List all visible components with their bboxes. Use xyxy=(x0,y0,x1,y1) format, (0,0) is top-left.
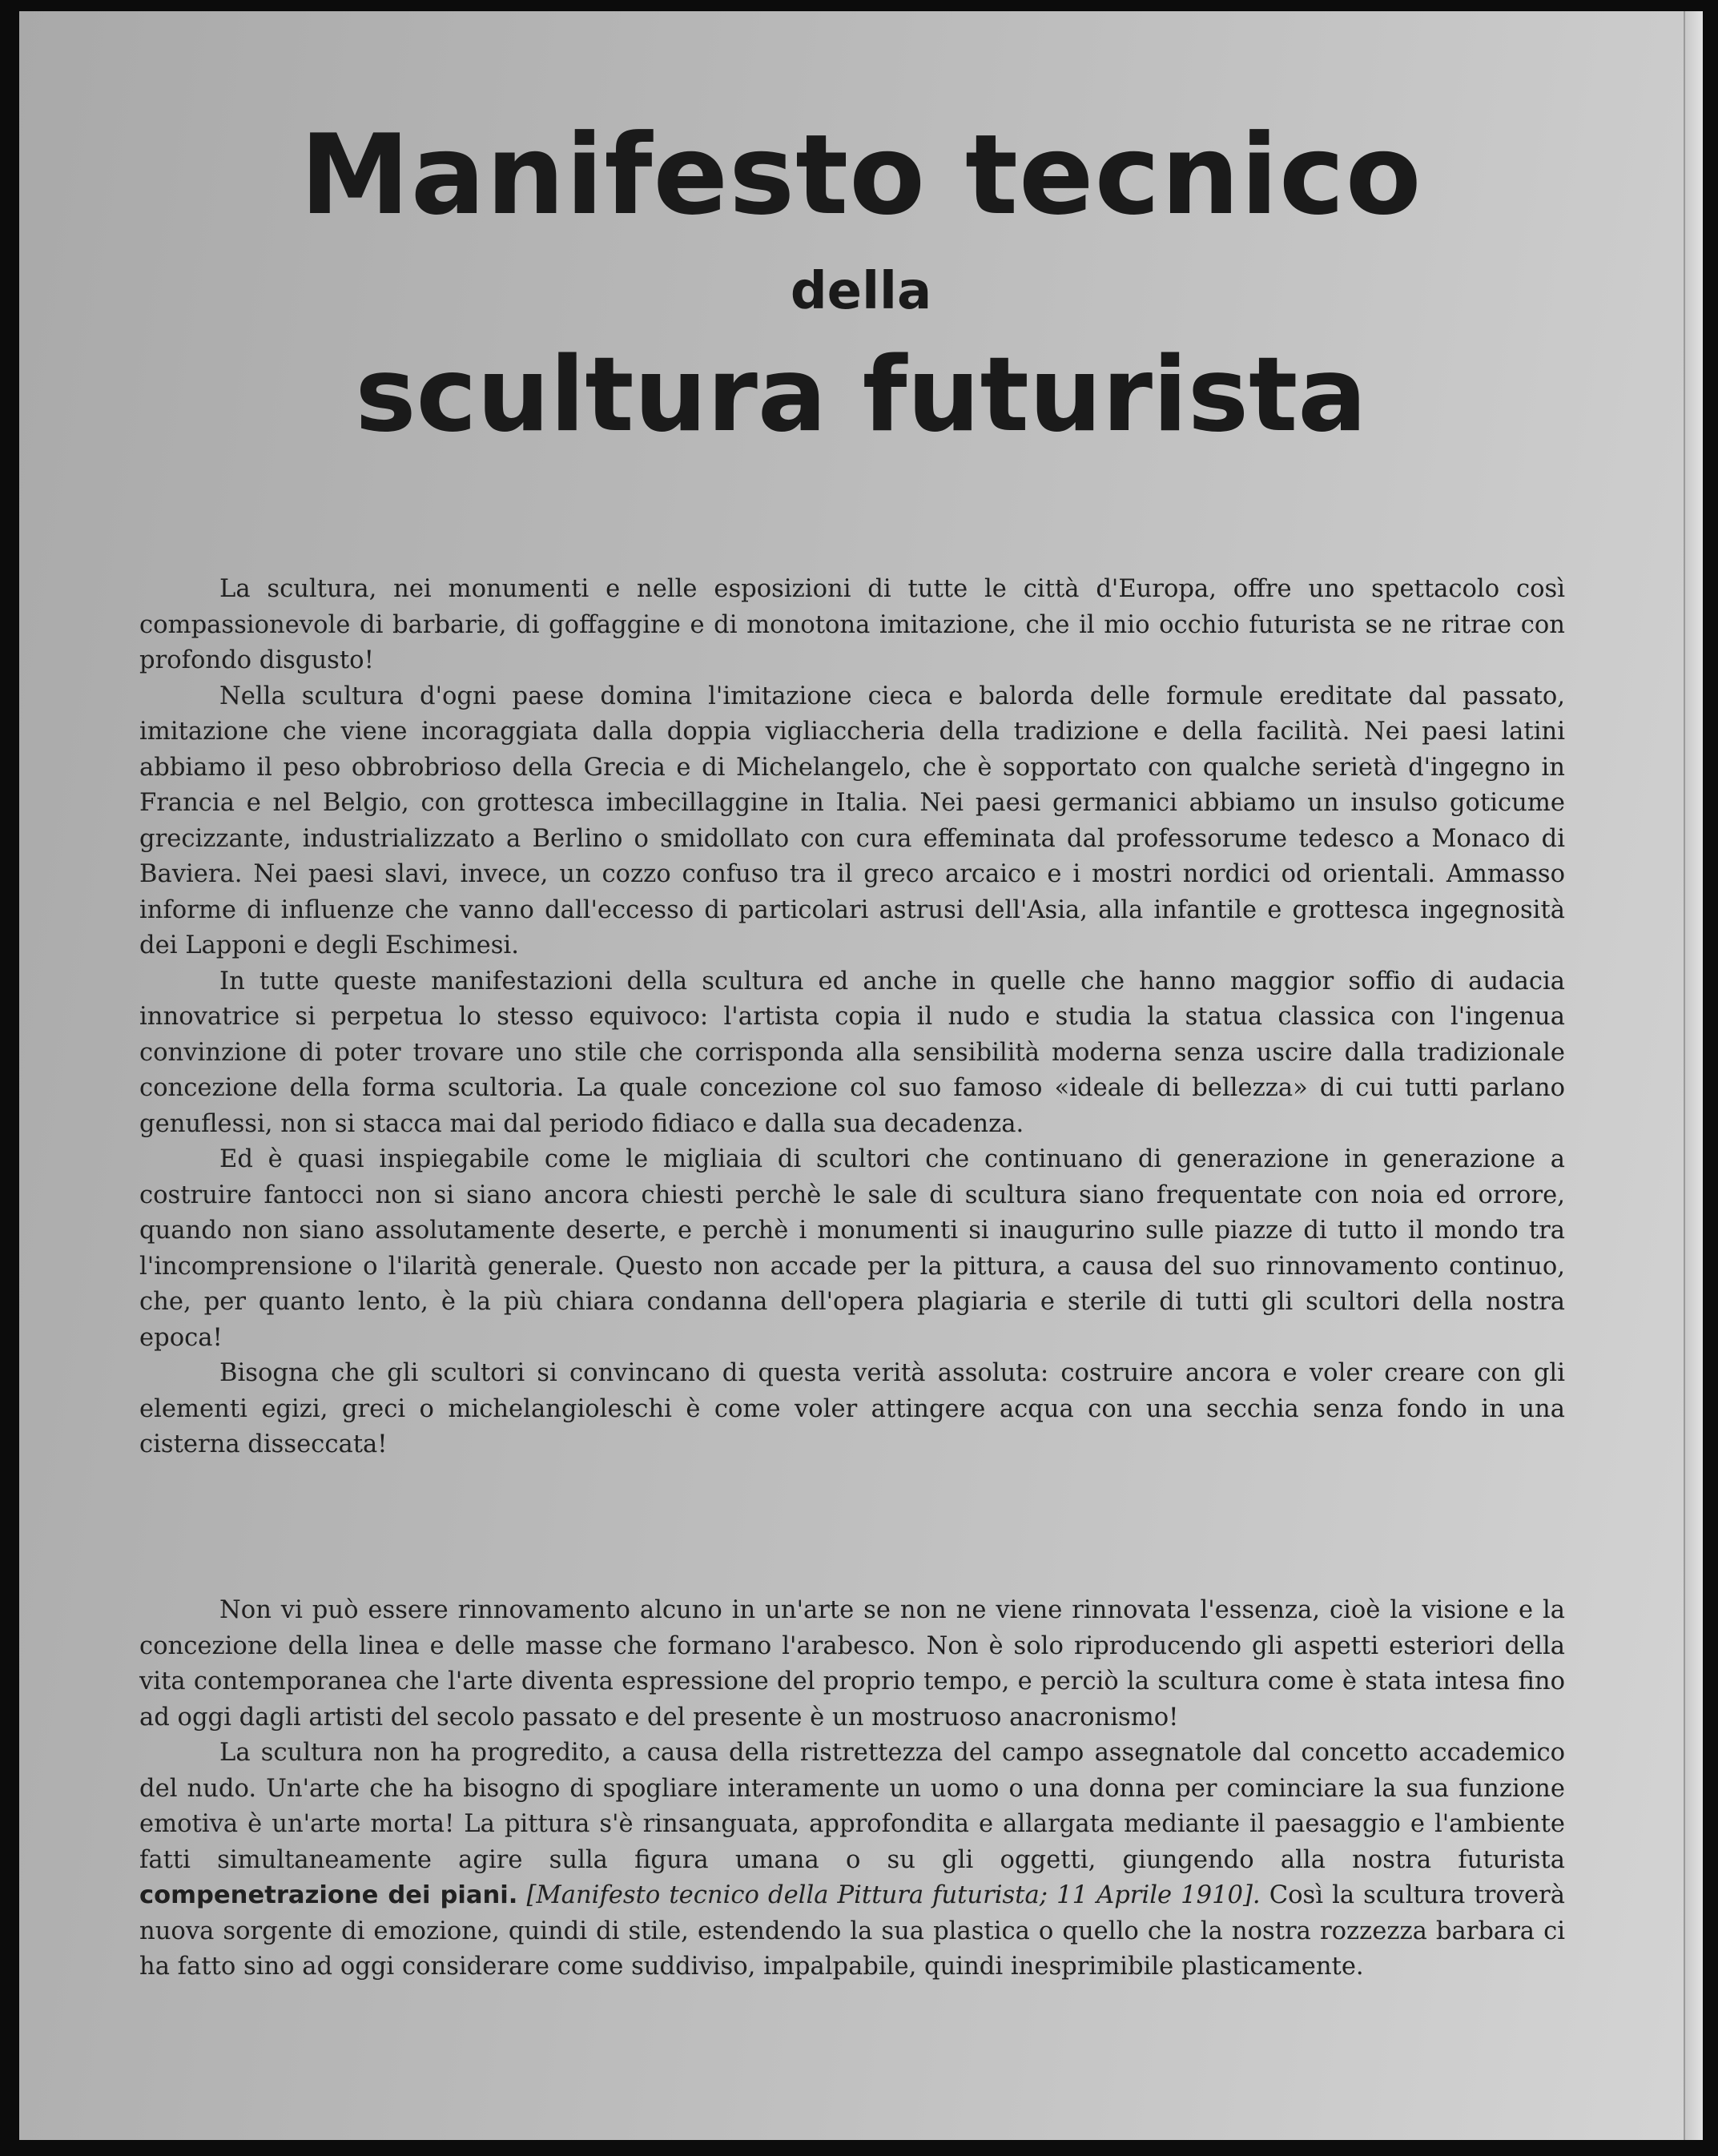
paragraph: Bisogna che gli scultori si convincano di questa verità assoluta: costruire ancora e voler creare con gli elementi egizi, greci o michelangioleschi è come voler attingere acqua con una secchia senza fondo in una cisterna disseccata! xyxy=(139,1359,1565,1458)
title-subject: scultura futurista xyxy=(355,336,1367,455)
paragraph: Non vi può essere rinnovamento alcuno in un'arte se non ne viene rinnovata l'essenza, cioè la visione e la concezione della linea e delle masse che formano l'arabesco. Non è solo riproducendo gli aspetti esteriori della vita contemporanea che l'arte diventa espressione del proprio tempo, e perciò la scultura come è stata intesa fino ad oggi dagli artisti del secolo passato e del presente è un mostruoso anacronismo! xyxy=(139,1596,1565,1732)
paragraph: Ed è quasi inspiegabile come le migliaia di scultori che continuano di generazione in generazione a costruire fantocci non si siano ancora chiesti perchè le sale di scultura siano frequentate con noia ed orrore, quando non siano assolutamente deserte, e perchè i monumenti si inaugurino sulle piazze di tutto il mondo tra l'incomprensione o l'ilarità generale. Questo non accade per la pittura, a causa del suo rinnovamento continuo, che, per quanto lento, è la più chiara condanna dell'opera plagiaria e sterile di tutti gli scultori della nostra epoca! xyxy=(139,1145,1565,1352)
paragraph-text: Così la scultura troverà nuova sorgente di emozione, quindi di stile, estendendo la sua plastica o quello che la nostra rozzezza barbara ci ha fatto sino ad oggi considerare come suddiviso, impalpabile, quindi inesprimibile plasticamente. xyxy=(139,1881,1565,1981)
title-main: Manifesto tecnico xyxy=(300,111,1422,239)
manifesto-page xyxy=(19,11,1703,2140)
paragraph: In tutte queste manifestazioni della scultura ed anche in quelle che hanno maggior soffio di audacia innovatrice si perpetua lo stesso equivoco: l'artista copia il nudo e studia la statua classica con l'ingenua convinzione di poter trovare uno stile che corrisponda alla sensibilità moderna senza uscire dalla tradizionale concezione della forma scultoria. La quale concezione col suo famoso «ideale di bellezza» di cui tutti parlano genuflessi, non si stacca mai dal periodo fidiaco e dalla sua decadenza. xyxy=(139,967,1565,1138)
title-connector: della xyxy=(790,262,932,321)
bold-phrase: compenetrazione dei piani. xyxy=(139,1881,518,1909)
manifesto-reference: [Manifesto tecnico della Pittura futurista; 11 Aprile 1910]. xyxy=(517,1881,1261,1909)
paragraph: Nella scultura d'ogni paese domina l'imitazione cieca e balorda delle formule ereditate dal passato, imitazione che viene incoraggiata dalla doppia vigliaccheria della tradizione e della facilità. Nei paesi latini abbiamo il peso obbrobrioso della Grecia e di Michelangelo, che è sopportato con qualche serietà d'ingegno in Francia e nel Belgio, con grottesca imbecillaggine in Italia. Nei paesi germanici abbiamo un insulso goticume grecizzante, industrializzato a Berlino o smidollato con cura effeminata dal professorume tedesco a Monaco di Baviera. Nei paesi slavi, invece, un cozzo confuso tra il greco arcaico e i mostri nordici od orientali. Ammasso informe di influenze che vanno dall'eccesso di particolari astrusi dell'Asia, alla infantile e grottesca ingegnosità dei Lapponi e degli Eschimesi. xyxy=(139,682,1565,959)
body-section-2 xyxy=(139,1593,1565,1985)
paragraph: La scultura, nei monumenti e nelle esposizioni di tutte le città d'Europa, offre uno spettacolo così compassionevole di barbarie, di goffaggine e di monotona imitazione, che il mio occhio futurista se ne ritrae con profondo disgusto! xyxy=(139,575,1565,674)
body-section-1 xyxy=(139,572,1565,1463)
paragraph-with-reference xyxy=(139,1736,1565,1985)
paragraph-text: La scultura non ha progredito, a causa della ristrettezza del campo assegnatole dal concetto accademico del nudo. Un'arte che ha bisogno di spogliare interamente un uomo o una donna per cominciare la sua funzione emotiva è un'arte morta! La pittura s'è rinsanguata, approfondita e allargata mediante il paesaggio e l'ambiente fatti simultaneamente agire sulla figura umana o su gli oggetti, giungendo alla nostra futurista xyxy=(139,1739,1565,1874)
title-block xyxy=(19,111,1703,455)
